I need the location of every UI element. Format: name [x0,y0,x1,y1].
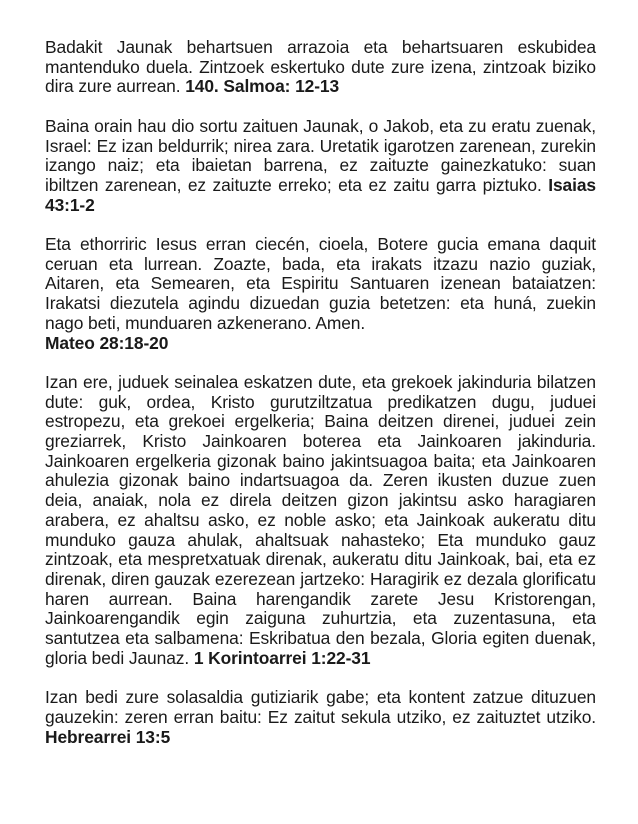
scripture-reference: Isaias 43:1-2 [45,174,597,215]
scripture-reference: 1 Korintoarrei 1:22-31 [193,647,371,668]
passage-hebrews [45,688,596,747]
passage-psalm [45,38,596,97]
scripture-page [45,38,596,767]
passage-text: Badakit Jaunak behartsuen arrazoia eta behartsuaren eskubidea mantenduko duela. Zintzoek eskertuko dute zure izena, zintzoak biziko dira zure aurrean. [45,37,596,97]
scripture-reference: Hebrearrei 13:5 [45,726,171,747]
passage-corinthians [45,373,596,669]
passage-text: Eta ethorriric Iesus erran ciecén, cioela, Botere gucia emana daquit ceruan eta lurrean. Zoazte, bada, eta irakats itzazu nazio guziak, Aitaren, eta Semearen, eta Espiritu Santuaren izenean bataiatzen: Irakatsi diezutela agindu dizuedan guzia betetzen: eta huná, zuekin nago beti, munduaren azkenerano. Amen. [45,234,596,333]
passage-text: Baina orain hau dio sortu zaituen Jaunak, o Jakob, eta zu eratu zuenak, Israel: Ez izan beldurrik; nirea zara. Uretatik igarotzen zarenean, zurekin izango naiz; eta ibaietan barrena, ez zaituzte gainezkatuko: suan ibiltzen zarenean, ez zaituzte erreko; eta ez zaitu garra piztuko. [45,115,596,195]
scripture-reference: 140. Salmoa: 12-13 [185,76,340,97]
passage-matthew [45,235,596,353]
scripture-reference: Mateo 28:18-20 [45,332,169,353]
passage-text: Izan bedi zure solasaldia gutiziarik gabe; eta kontent zatzue dituzuen gauzekin: zeren erran baitu: Ez zaitut sekula utziko, ez zaituztet utziko. [45,687,596,727]
passage-isaiah [45,117,596,216]
passage-text: Izan ere, juduek seinalea eskatzen dute, eta grekoek jakinduria bilatzen dute: guk, ordea, Kristo gurutziltzatua predikatzen dugu, juduei estropezu, eta grekoei ergelkeria; Baina deitzen direnei, juduei zein greziarrek, Kristo Jainkoaren boterea eta Jainkoaren jakinduria. Jainkoaren ergelkeria gizonak baino jakintsuagoa baita; eta Jainkoaren ahulezia gizonak baino indartsuagoa da. Zeren ikusten duzue zuen deia, anaiak, nola ez direla deitzen gizon jakintsu asko haragiaren arabera, ez ahaltsu asko, ez noble asko; eta Jainkoak aukeratu ditu munduko gauza ahulak, ahaltsuak nahasteko; Eta munduko gauz zintzoak, eta mespretxatuak direnak, aukeratu ditu Jainkoak, bai, eta ez direnak, diren gauzak ezerezean jartzeko: Haragirik ez dezala glorificatu haren aurrean. Baina harengandik zarete Jesu Kristorengan, Jainkoarengandik egin zaiguna zuhurtzia, eta zuzentasuna, eta santutzea eta salbamena: Eskribatua den bezala, Gloria egiten duenak, gloria bedi Jaunaz. [45,371,596,668]
